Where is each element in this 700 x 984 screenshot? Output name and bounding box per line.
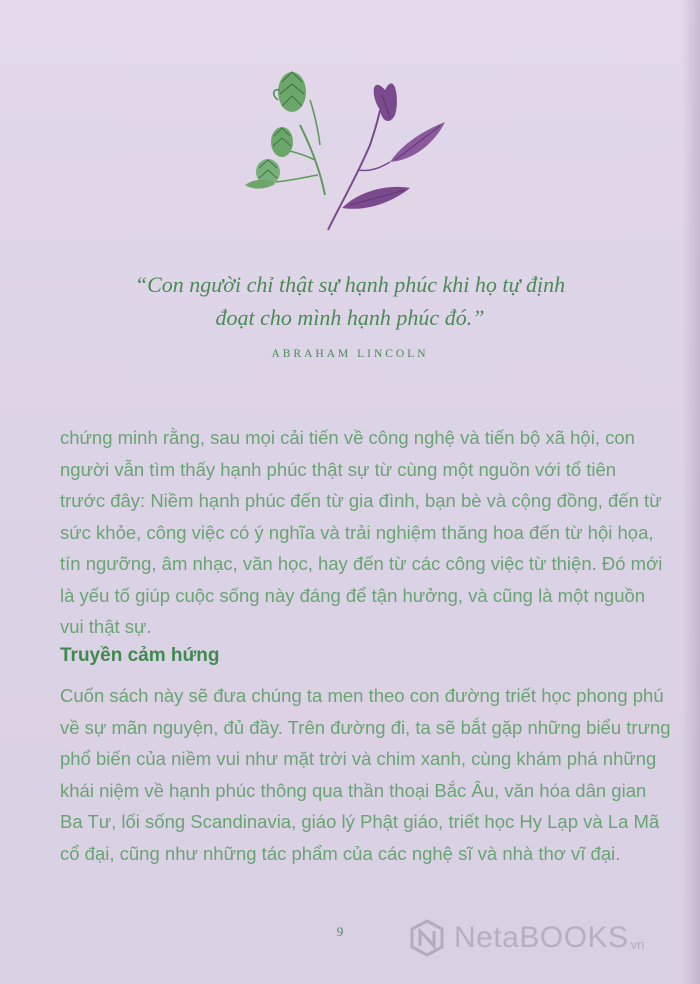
quote-line: đoạt cho mình hạnh phúc đó.” bbox=[215, 305, 485, 330]
watermark-suffix: vn bbox=[630, 936, 645, 952]
paragraph-1 bbox=[60, 422, 663, 643]
green-bud-icon bbox=[271, 127, 293, 157]
text-line: phổ biến của niềm vui như mặt trời và chim xanh, cùng khám phá những bbox=[60, 748, 657, 769]
epigraph-quote bbox=[60, 268, 640, 334]
text-line: sức khỏe, công việc có ý nghĩa và trải nghiệm thăng hoa đến từ hội họa, bbox=[60, 521, 654, 543]
watermark-text: NetaBOOKS bbox=[454, 921, 629, 954]
netabooks-logo-icon bbox=[408, 919, 446, 957]
quote-line: “Con người chỉ thật sự hạnh phúc khi họ tự định bbox=[134, 272, 566, 297]
text-line: về sự mãn nguyện, đủ đầy. Trên đường đi, ta sẽ bắt gặp những biểu trưng bbox=[60, 716, 671, 738]
purple-leaf-icon bbox=[374, 83, 397, 121]
text-line: vui thật sự. bbox=[60, 616, 152, 637]
text-line: là yếu tố giúp cuộc sống này đáng để tận hưởng, và cũng là một nguồn bbox=[60, 584, 646, 606]
section-heading: Truyền cảm hứng bbox=[60, 645, 220, 666]
botanical-illustration bbox=[230, 60, 470, 235]
text-line: Ba Tư, lối sống Scandinavia, giáo lý Phật giáo, triết học Hy Lạp và La Mã bbox=[60, 811, 660, 832]
green-bud-icon bbox=[274, 72, 306, 112]
text-line: khái niệm về hạnh phúc thông qua thần thoại Bắc Âu, văn hóa dân gian bbox=[60, 779, 647, 801]
text-line: Cuốn sách này sẽ đưa chúng ta men theo con đường triết học phong phú bbox=[60, 685, 664, 706]
text-line: cổ đại, cũng như những tác phẩm của các nghệ sĩ và nhà thơ vĩ đại. bbox=[60, 842, 621, 864]
green-branch bbox=[310, 100, 320, 145]
text-line: trước đây: Niềm hạnh phúc đến từ gia đình, bạn bè và cộng đồng, đến từ bbox=[60, 490, 662, 511]
quote-author: ABRAHAM LINCOLN bbox=[271, 348, 429, 360]
watermark bbox=[408, 918, 698, 958]
page-number: 9 bbox=[336, 924, 344, 939]
green-leaf-icon bbox=[245, 180, 275, 189]
page-edge-shadow bbox=[682, 0, 700, 984]
text-line: chứng minh rằng, sau mọi cải tiến về công nghệ và tiến bộ xã hội, con bbox=[60, 427, 635, 448]
text-line: người vẫn tìm thấy hạnh phúc thật sự từ cùng một nguồn với tổ tiên bbox=[60, 458, 617, 480]
text-line: tín ngưỡng, âm nhạc, văn học, hay đến từ các công việc từ thiện. Đó mới bbox=[60, 553, 663, 574]
paragraph-2 bbox=[60, 680, 671, 869]
green-stem bbox=[300, 125, 325, 195]
